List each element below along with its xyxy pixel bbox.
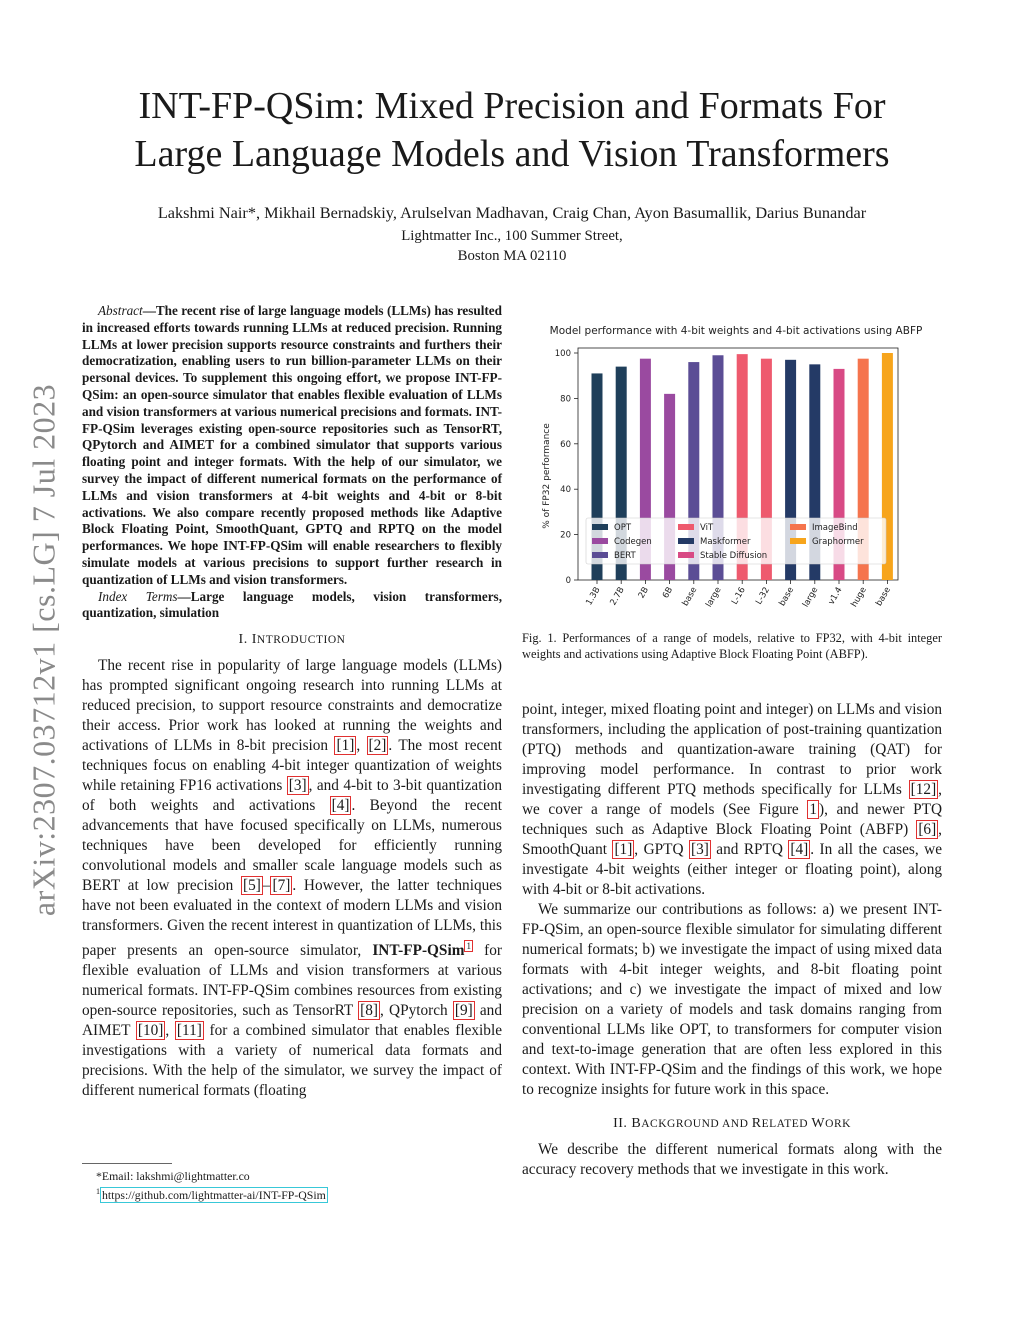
x-tick-label: large — [704, 585, 724, 610]
figure-link[interactable]: 1 — [809, 801, 817, 818]
x-tick-label: large — [800, 585, 821, 610]
legend-swatch — [678, 552, 694, 558]
citation-link[interactable]: [10] — [137, 1022, 164, 1040]
citation-link[interactable]: [7] — [272, 877, 291, 895]
paper-title — [90, 82, 934, 178]
x-tick-label: L-16 — [729, 585, 748, 607]
legend-label: Maskformer — [700, 537, 751, 547]
index-terms-label: Index Terms — [98, 588, 178, 604]
legend-swatch — [790, 524, 806, 530]
arxiv-id: arXiv:2307.03712v1 [cs.LG] 7 Jul 2023 — [25, 383, 62, 917]
footnote-url-line: $^1$ https://github.com/lightmatter-ai/INT-FP-QSim — [96, 1187, 326, 1202]
footnote-email: *Email: lakshmi@lightmatter.co — [96, 1169, 250, 1183]
right-paragraph-1: point, integer, mixed floating point and integer) on LLMs and vision transformers, including the application of post-training quantization (PTQ) methods and quantization-aware training (QAT) for improving model performance. In contrast to prior work investigating different PTQ methods specifically for LLMs [12] , we cover a range of models (See Figure 1 ), and newer PTQ techniques such as Adaptive Block Floating Point (ABFP) [6] , SmoothQuant [1] , GPTQ [3] and RPTQ [4] . In all the cases, we investigate 4-bit weights (either integer or floating point), along with 4-bit or 8-bit activations. — [522, 701, 942, 898]
title-line-2: Large Language Models and Vision Transformers — [134, 133, 890, 175]
y-tick-label: 80 — [560, 394, 571, 405]
citation-link[interactable]: [12] — [910, 781, 937, 798]
citation-link[interactable]: [6] — [918, 821, 937, 838]
citation-link[interactable]: [11] — [176, 1022, 202, 1040]
x-tick-label: v1.4 — [826, 585, 845, 607]
legend-label: Graphormer — [812, 537, 864, 547]
legend-label: Codegen — [614, 537, 652, 547]
y-tick-label: 40 — [560, 485, 571, 496]
abstract — [82, 303, 502, 589]
legend-swatch — [678, 524, 694, 530]
citation-link[interactable]: [3] — [288, 777, 307, 795]
figure-1-chart — [522, 318, 942, 618]
legend-label: ImageBind — [812, 523, 858, 533]
citation-link[interactable]: [4] — [331, 797, 350, 815]
x-tick-label: L-32 — [754, 585, 772, 607]
figure-caption: Fig. 1. Performances of a range of models, relative to FP32, with 4-bit integer weights and activations using Adaptive Block Floating Point (ABFP). — [522, 631, 942, 661]
y-tick-label: 20 — [560, 530, 571, 541]
legend-swatch — [790, 538, 806, 544]
y-tick-label: 60 — [560, 439, 571, 450]
chart-title: Model performance with 4-bit weights and 4-bit activations using ABFP — [549, 325, 923, 337]
affiliation — [90, 226, 934, 266]
section-heading-background: II. BACKGROUND AND RELATED WORK — [613, 1116, 851, 1131]
citation-link[interactable]: [9] — [454, 1002, 473, 1020]
legend-label: ViT — [700, 523, 714, 533]
y-tick-label: 100 — [554, 349, 571, 359]
index-terms-text: —Large language models, vision transformers, quantization, simulation — [82, 588, 502, 621]
abstract-label: Abstract — [98, 303, 143, 318]
affiliation-line-1: Lightmatter Inc., 100 Summer Street, — [401, 228, 623, 244]
x-tick-label: base — [777, 585, 797, 609]
github-link[interactable]: https://github.com/lightmatter-ai/INT-FP-QSim — [102, 1187, 326, 1202]
intro-paragraph: The recent rise in popularity of large language models (LLMs) has prompted significant ongoing research into running LLMs at reduced precision, to support resource constraints and democratize their access. Prior work has looked at running the weights and activations of LLMs in 8-bit precision [1] , [2] . The most recent techniques focus on enabling 4-bit integer quantization of weights while retaining FP16 activations [3] , and 4-bit to 3-bit quantization of both weights and activations [4] . Beyond the recent advancements that have focused specifically on LLMs, numerous techniques have been developed for efficiently running convolutional models and smaller scale language models such as BERT at low precision [5] – [7] . However, the latter techniques have not been evaluated in the context of modern LLMs and vision transformers. Given the recent interest in quantization of LLMs, this paper presents an open-source simulator, INT-FP-QSim $^1$ for flexible evaluation of LLMs and vision transformers at various numerical formats. INT-FP-QSim combines resources from existing open-source repositories, such as TensorRT [8] , QPytorch [9] and AIMET [10] , [11] for a combined simulator that enables flexible investigations with a variety of numerical data formats and precisions. With the help of the simulator, we survey the impact of different numerical formats (floating — [82, 657, 502, 1100]
y-axis-label: % of FP32 performance — [542, 423, 552, 529]
x-tick-label: base — [680, 585, 700, 609]
citation-link[interactable]: [1] — [336, 737, 355, 755]
legend-label: OPT — [614, 523, 632, 533]
simulator-name: INT-FP-QSim — [372, 942, 465, 960]
x-tick-label: 2.7B — [608, 585, 627, 608]
title-line-1: INT-FP-QSim: Mixed Precision and Formats For — [138, 85, 886, 127]
citation-link[interactable]: [8] — [360, 1002, 379, 1020]
legend-swatch — [592, 524, 608, 530]
citation-link[interactable]: [3] — [690, 841, 709, 858]
right-column — [522, 700, 942, 1180]
right-paragraph-2: We summarize our contributions as follows: a) we present INT-FP-QSim, an open-source flexible simulator for simulating different numerical formats; b) we investigate the impact of using mixed data formats with 4-bit integer weights, and 8-bit floating point activations; and c) we investigate the impact of mixed and low precision on a variety of models and task domains ranging from conventional LLMs like OPT, to transformers for computer vision and text-to-image generation that are often less explored in this context. With INT-FP-QSim and the findings of this work, we hope to recognize insights for future work in this space. — [522, 901, 942, 1098]
legend-label: BERT — [614, 551, 636, 561]
section-heading-introduction: I. INTRODUCTION — [238, 632, 346, 648]
citation-link[interactable]: [5] — [242, 877, 261, 895]
right-paragraph-3: We describe the different numerical formats along with the accuracy recovery methods that we investigate in this work. — [522, 1141, 942, 1178]
citation-link[interactable]: [1] — [614, 841, 633, 858]
arxiv-watermark — [16, 375, 72, 925]
affiliation-line-2: Boston MA 02110 — [457, 248, 567, 264]
legend-label: Stable Diffusion — [700, 551, 768, 561]
legend-swatch — [592, 538, 608, 544]
authors: Lakshmi Nair*, Mikhail Bernadskiy, Arulselvan Madhavan, Craig Chan, Ayon Basumallik, Darius Bunandar — [157, 203, 867, 222]
footnote-rule — [82, 1163, 172, 1164]
legend-swatch — [592, 552, 608, 558]
citation-link[interactable]: [4] — [790, 841, 809, 858]
x-tick-label: 2B — [636, 585, 651, 601]
x-tick-label: 6B — [660, 585, 676, 601]
legend-swatch — [678, 538, 694, 544]
left-column — [82, 303, 502, 1101]
citation-link[interactable]: [2] — [368, 737, 387, 755]
y-tick-label: 0 — [565, 576, 571, 586]
abstract-text: —The recent rise of large language models (LLMs) has resulted in increased efforts towards running LLMs at reduced precision. Running LLMs at lower precision supports resource constraints and furthers their democratization, enabling users to run billion-parameter LLMs on their personal devices. To supplement this ongoing effort, we propose INT-FP-QSim: an open-source simulator that enables flexible evaluation of LLMs and vision transformers at various numerical precisions and formats. INT-FP-QSim leverages existing open-source repositories such as TensorRT, QPytorch and AIMET for a combined simulator that supports various floating point and integer formats. With the help of our simulator, we survey the impact of different numerical formats on the performance of LLMs and vision transformers at 4-bit weights and 4-bit or 8-bit activations. We also compare recently proposed methods like Adaptive Block Floating Point, SmoothQuant, GPTQ and RPTQ on the model performances. We hope INT-FP-QSim will enable researchers to flexibly simulate models at various precisions to support further research in quantization of LLMs and vision transformers. — [82, 303, 502, 587]
footnotes — [82, 1168, 502, 1203]
bar-chart — [522, 318, 942, 618]
x-tick-label: base — [874, 585, 893, 609]
x-tick-label: 1.3B — [584, 585, 603, 608]
footnote-link[interactable]: 1 — [466, 941, 471, 952]
x-tick-label: huge — [849, 585, 869, 610]
index-terms — [82, 589, 502, 623]
